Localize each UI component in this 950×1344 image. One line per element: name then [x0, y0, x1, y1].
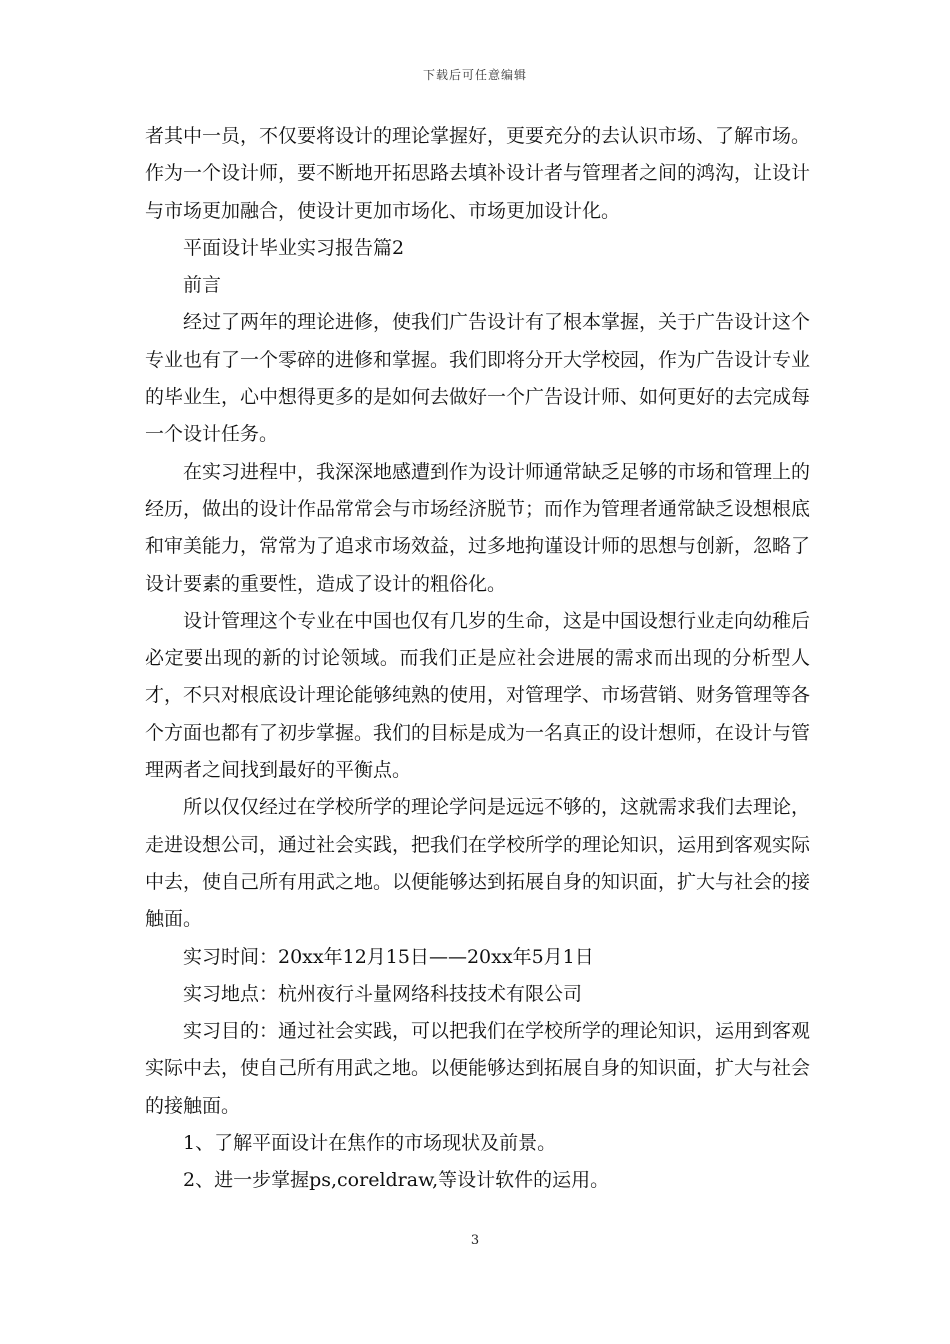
list-item: 1、了解平面设计在焦作的市场现状及前景。: [183, 1132, 557, 1155]
internship-purpose: 实习目的：通过社会实践，可以把我们在学校所学的理论知识，运用到客观实际中去，使自己所有用武之地。以便能够达到拓展自身的知识面，扩大与社会的接触面。: [145, 1020, 811, 1117]
paragraph: 所以仅仅经过在学校所学的理论学问是远远不够的，这就需求我们去理论，走进设想公司，通过社会实践，把我们在学校所学的理论知识，运用到客观实际中去，使自己所有用武之地。以便能够达到拓展自身的知识面，扩大与社会的接触面。: [145, 796, 811, 931]
paragraph: 经过了两年的理论进修，使我们广告设计有了根本掌握，关于广告设计这个专业也有了一个零碎的进修和掌握。我们即将分开大学校园，作为广告设计专业的毕业生，心中想得更多的是如何去做好一个广告设计师、如何更好的去完成每一个设计任务。: [145, 311, 811, 446]
internship-location: 实习地点：杭州夜行斗量网络科技技术有限公司: [183, 982, 583, 1005]
page-header: 下载后可任意编辑: [422, 68, 527, 82]
paragraph-continuation: 者其中一员，不仅要将设计的理论掌握好，更要充分的去认识市场、了解市场。作为一个设计师，要不断地开拓思路去填补设计者与管理者之间的鸿沟，让设计与市场更加融合，使设计更加市场化、市场更加设计化。: [145, 125, 811, 222]
document-body: [145, 118, 810, 1200]
paragraph: 设计管理这个专业在中国也仅有几岁的生命，这是中国设想行业走向幼稚后必定要出现的新的讨论领域。而我们正是应社会进展的需求而出现的分析型人才，不只对根底设计理论能够纯熟的使用，对管理学、市场营销、财务管理等各个方面也都有了初步掌握。我们的目标是成为一名真正的设计想师，在设计与管理两者之间找到最好的平衡点。: [145, 609, 811, 782]
paragraph: 在实习进程中，我深深地感遭到作为设计师通常缺乏足够的市场和管理上的经历，做出的设计作品常常会与市场经济脱节；而作为管理者通常缺乏设想根底和审美能力，常常为了追求市场效益，过多地拘谨设计师的思想与创新，忽略了设计要素的重要性，造成了设计的粗俗化。: [145, 460, 811, 595]
section-title: 平面设计毕业实习报告篇2: [183, 236, 405, 259]
subsection-title-preface: 前言: [183, 274, 222, 297]
list-item: 2、进一步掌握ps,coreldraw,等设计软件的运用。: [183, 1169, 610, 1192]
page-number: 3: [470, 1233, 480, 1248]
internship-time: 实习时间：20xx年12月15日——20xx年5月1日: [183, 945, 594, 968]
